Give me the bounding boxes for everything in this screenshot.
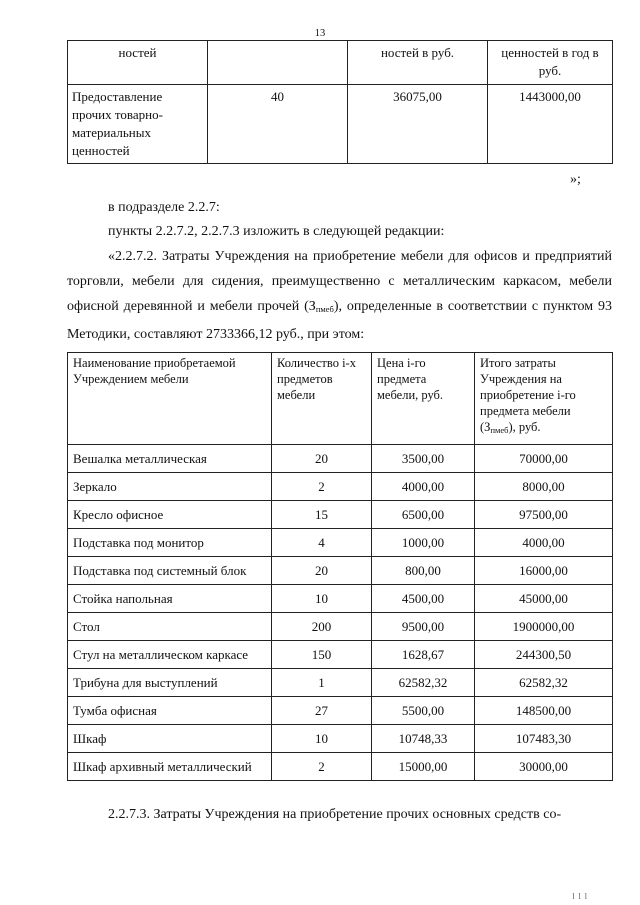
qty-cell: 15	[272, 501, 372, 529]
item-name-cell: Предоставление прочих товарно-материальных ценностей	[68, 85, 208, 164]
item-name-cell: Стол	[68, 613, 272, 641]
price-cell: 15000,00	[372, 753, 475, 781]
price-cell: 62582,32	[372, 669, 475, 697]
table-row	[68, 445, 613, 473]
qty-cell: 2	[272, 753, 372, 781]
corner-mark: l l l	[572, 892, 588, 901]
price-cell: 1000,00	[372, 529, 475, 557]
furniture-table-body	[68, 445, 613, 781]
total-cell: 4000,00	[475, 529, 613, 557]
closing-quote: »;	[570, 172, 581, 187]
paragraph-2-2-7-3: 2.2.7.3. Затраты Учреждения на приобретение прочих основных средств со-	[108, 807, 562, 822]
qty-cell: 10	[272, 585, 372, 613]
total-cell: 70000,00	[475, 445, 613, 473]
item-name-cell: Тумба офисная	[68, 697, 272, 725]
paragraph-text-tail: ), определенные в соответствии с пунктом 93 Методики, составляют 2733366,12 руб., при этом:	[67, 299, 613, 342]
price-cell: 36075,00	[348, 85, 488, 164]
table-row	[68, 501, 613, 529]
qty-cell: 150	[272, 641, 372, 669]
table-row	[68, 473, 613, 501]
qty-cell: 2	[272, 473, 372, 501]
item-name-cell: Стойка напольная	[68, 585, 272, 613]
total-cell: 45000,00	[475, 585, 613, 613]
item-name-cell: Подставка под монитор	[68, 529, 272, 557]
header-qty: Количество i-х предметов мебели	[272, 353, 372, 445]
page-number: 13	[314, 28, 326, 39]
item-name-cell: Кресло офисное	[68, 501, 272, 529]
table-row	[68, 585, 613, 613]
header-total	[475, 353, 613, 445]
item-name-cell: Вешалка металлическая	[68, 445, 272, 473]
paragraph-2-2-7-2	[67, 244, 612, 347]
total-cell: 97500,00	[475, 501, 613, 529]
table-row	[68, 669, 613, 697]
item-name-cell: Трибуна для выступлений	[68, 669, 272, 697]
table-row	[68, 529, 613, 557]
price-cell: 3500,00	[372, 445, 475, 473]
subscript: пмеб	[490, 425, 509, 435]
price-cell: 4500,00	[372, 585, 475, 613]
table-row	[68, 557, 613, 585]
price-cell: 6500,00	[372, 501, 475, 529]
furniture-table-header-row	[68, 353, 613, 445]
total-cell: 62582,32	[475, 669, 613, 697]
qty-cell: 4	[272, 529, 372, 557]
item-name-cell: Зеркало	[68, 473, 272, 501]
total-cell: 107483,30	[475, 725, 613, 753]
price-cell: 10748,33	[372, 725, 475, 753]
price-cell: 5500,00	[372, 697, 475, 725]
qty-cell: 27	[272, 697, 372, 725]
header-total-tail: ), руб.	[508, 420, 541, 434]
header-total-text: Итого затраты Учреждения на приобретение i-го предмета мебели (З	[480, 356, 576, 434]
paragraph-text: «2.2.7.2. Затраты Учреждения на приобретение мебели для офисов и предприятий торговли, мебели для сидения, преимущественно с металлическим каркасом, мебели офисной деревянной и мебели прочей (З	[67, 249, 612, 314]
header-price: Цена i-го предмета мебели, руб.	[372, 353, 475, 445]
price-cell: 800,00	[372, 557, 475, 585]
item-name-cell: Подставка под системный блок	[68, 557, 272, 585]
qty-cell: 20	[272, 445, 372, 473]
top-table-header-cell: ценностей в год в руб.	[488, 41, 613, 85]
total-cell: 148500,00	[475, 697, 613, 725]
table-row	[68, 85, 613, 164]
table-row	[68, 753, 613, 781]
paragraph-points: пункты 2.2.7.2, 2.2.7.3 изложить в следующей редакции:	[108, 224, 445, 239]
item-name-cell: Стул на металлическом каркасе	[68, 641, 272, 669]
top-table-header-cell	[208, 41, 348, 85]
header-name: Наименование приобретаемой Учреждением мебели	[68, 353, 272, 445]
table-row	[68, 641, 613, 669]
total-cell: 1900000,00	[475, 613, 613, 641]
table-row	[68, 725, 613, 753]
price-cell: 4000,00	[372, 473, 475, 501]
total-cell: 244300,50	[475, 641, 613, 669]
qty-cell: 10	[272, 725, 372, 753]
table-row	[68, 697, 613, 725]
total-cell: 8000,00	[475, 473, 613, 501]
total-cell: 1443000,00	[488, 85, 613, 164]
top-table-header-row	[68, 41, 613, 85]
item-name-cell: Шкаф	[68, 725, 272, 753]
qty-cell: 20	[272, 557, 372, 585]
furniture-table	[67, 352, 613, 781]
qty-cell: 200	[272, 613, 372, 641]
price-cell: 1628,67	[372, 641, 475, 669]
item-name-cell: Шкаф архивный металлический	[68, 753, 272, 781]
top-continuation-table	[67, 40, 613, 164]
qty-cell: 40	[208, 85, 348, 164]
table-row	[68, 613, 613, 641]
total-cell: 16000,00	[475, 557, 613, 585]
subscript: пмеб	[315, 304, 334, 314]
price-cell: 9500,00	[372, 613, 475, 641]
top-table-header-cell: ностей в руб.	[348, 41, 488, 85]
paragraph-subsection: в подразделе 2.2.7:	[108, 200, 220, 215]
qty-cell: 1	[272, 669, 372, 697]
total-cell: 30000,00	[475, 753, 613, 781]
top-table-header-cell: ностей	[68, 41, 208, 85]
